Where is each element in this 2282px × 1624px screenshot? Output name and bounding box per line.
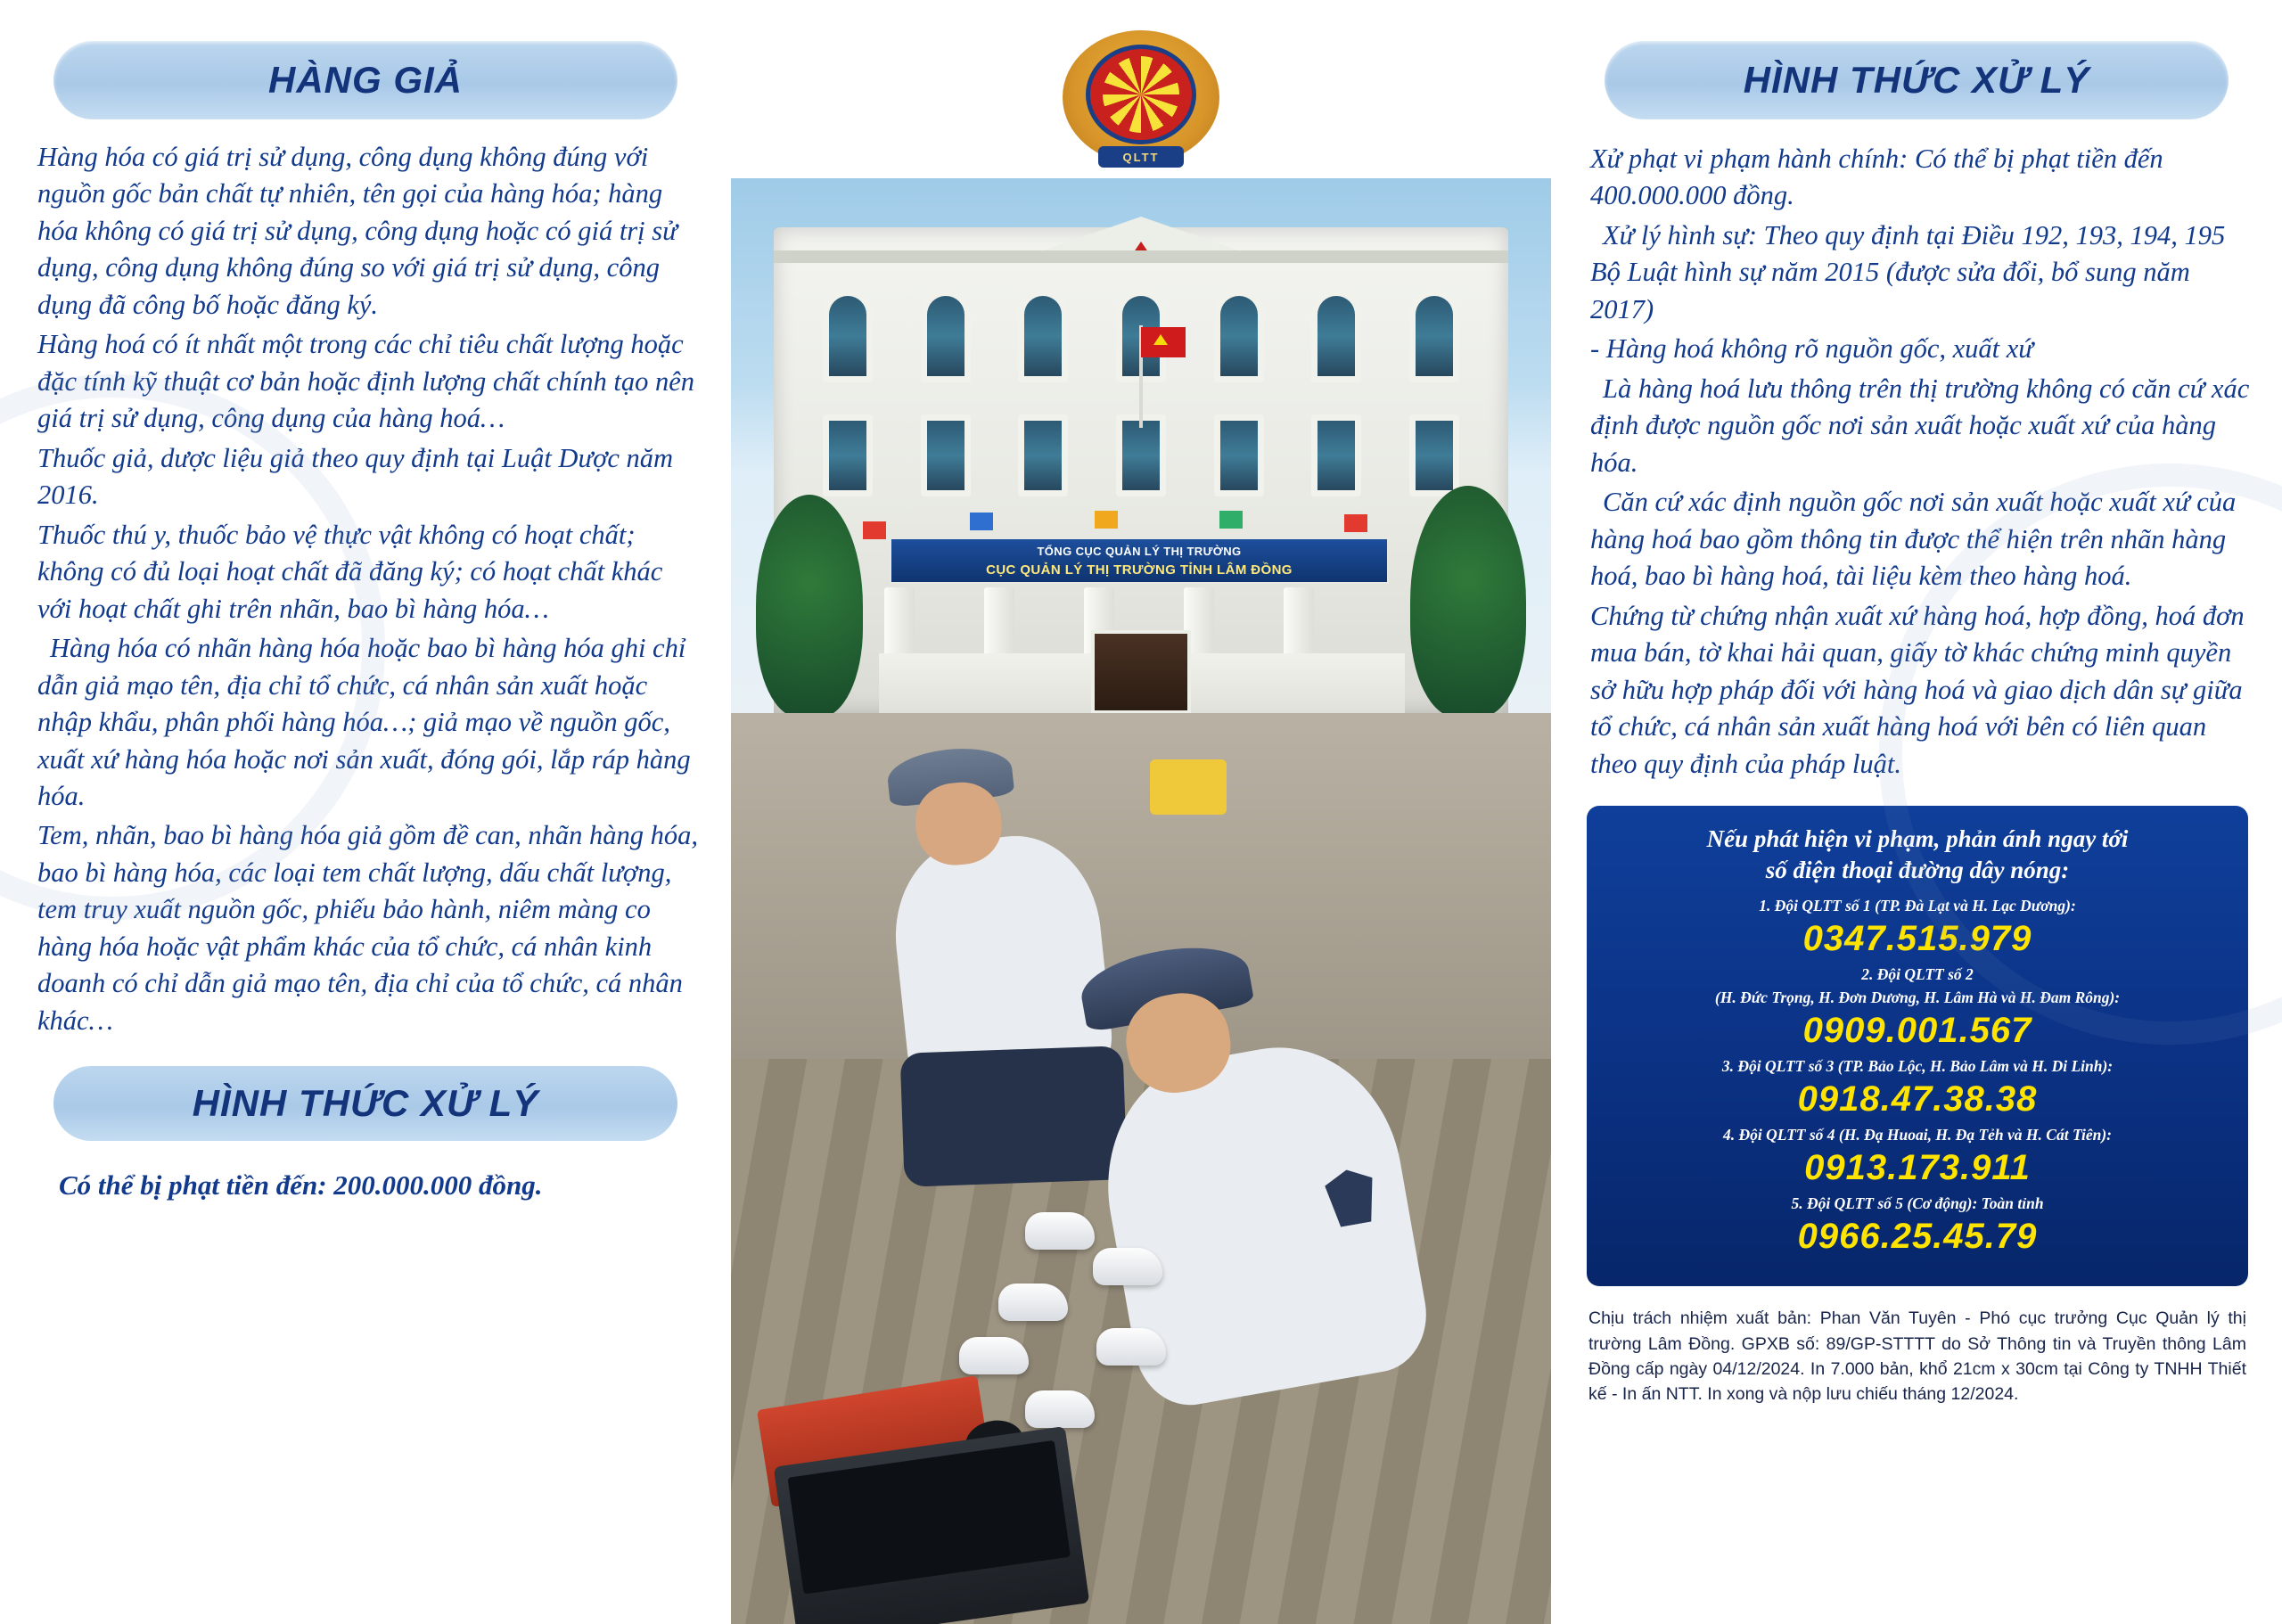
emblem-ribbon-label: QLTT (1098, 146, 1184, 168)
right-section-title: HÌNH THỨC XỬ LÝ (1743, 59, 2090, 101)
left-column (0, 0, 731, 1624)
hotline-label: 2. Đội QLTT số 2 (1861, 965, 1974, 984)
hotline-number[interactable]: 0918.47.38.38 (1797, 1079, 2038, 1120)
photo-building (731, 178, 1551, 713)
seized-shoe (1025, 1390, 1095, 1428)
right-column (1551, 0, 2282, 1624)
seized-shoe (959, 1337, 1029, 1374)
paragraph: Hàng hóa có giá trị sử dụng, công dụng không đúng với nguồn gốc bản chất tự nhiên, tên gọi của hàng hóa; hàng hóa không có giá trị sử dụng, công dụng hoặc có giá trị sử dụng, công dụng không đúng so với giá trị sử dụng, công dụng đã công bố hoặc đăng ký. (37, 142, 677, 320)
left-section-title: HÀNG GIẢ (268, 59, 463, 101)
banner-line-1: TỔNG CỤC QUẢN LÝ THỊ TRƯỜNG (1037, 545, 1242, 558)
hotline-label: 3. Đội QLTT số 3 (TP. Bảo Lộc, H. Bảo Lâm và H. Di Linh): (1721, 1057, 2114, 1076)
yellow-stool (1150, 759, 1227, 815)
left-penalty-title: HÌNH THỨC XỬ LÝ (192, 1082, 539, 1125)
banner-line-2: CỤC QUẢN LÝ THỊ TRƯỜNG TỈNH LÂM ĐỒNG (986, 562, 1293, 578)
hotline-heading-2: số điện thoại đường dây nóng: (1765, 857, 2070, 884)
hotline-label: 4. Đội QLTT số 4 (H. Đạ Huoai, H. Đạ Tẻh và H. Cát Tiên): (1722, 1126, 2113, 1144)
seized-shoe (1025, 1212, 1095, 1250)
building-banner (890, 537, 1389, 584)
paragraph: Xử phạt vi phạm hành chính: Có thể bị phạt tiền đến 400.000.000 đồng. (1590, 144, 2163, 211)
seized-shoe (1093, 1248, 1162, 1285)
emblem-area (731, 0, 1551, 178)
center-photo (731, 178, 1551, 1624)
hotline-box (1587, 806, 2248, 1286)
paragraph: Hàng hóa có nhãn hàng hóa hoặc bao bì hàng hóa ghi chỉ dẫn giả mạo tên, địa chỉ tổ chức, cá nhân sản xuất hoặc nhập khẩu, phân phối hàng hóa…; giả mạo về nguồn gốc, xuất xứ hàng hóa hoặc nơi sản xuất, đóng gói, lắp ráp hàng hóa. (37, 633, 691, 811)
right-section-header (1605, 41, 2229, 119)
left-section-header (53, 41, 677, 119)
seized-shoe (1096, 1328, 1166, 1366)
qltt-emblem-icon (1055, 21, 1228, 173)
hotline-number[interactable]: 0347.515.979 (1802, 919, 2032, 959)
seized-shoe (998, 1284, 1068, 1321)
paragraph: Căn cứ xác định nguồn gốc nơi sản xuất hoặc xuất xứ của hàng hoá bao gồm thông tin được thể hiện trên nhãn hàng hoá, bao bì hàng hoá, tài liệu kèm theo hàng hoá. (1590, 487, 2237, 592)
paragraph: Tem, nhãn, bao bì hàng hóa giả gồm đề can, nhãn hàng hóa, bao bì hàng hóa, các loại tem chất lượng, dấu chất lượng, tem truy xuất nguồn gốc, phiếu bảo hành, niêm màng co hàng hóa hoặc vật phẩm khác của tổ chức, cá nhân kinh doanh có chỉ dẫn giả mạo tên, địa chỉ của tổ chức, cá nhân khác… (37, 820, 699, 1036)
paragraph: Là hàng hoá lưu thông trên thị trường không có căn cứ xác định được nguồn gốc nơi sản xuất hoặc xuất xứ của hàng hóa. (1590, 373, 2250, 478)
photo-inspection (731, 713, 1551, 1624)
hotline-label: 1. Đội QLTT số 1 (TP. Đà Lạt và H. Lạc Dương): (1759, 897, 2076, 915)
paragraph: Xử lý hình sự: Theo quy định tại Điều 192, 193, 194, 195 Bộ Luật hình sự năm 2015 (được sửa đổi, bổ sung năm 2017) (1590, 219, 2226, 324)
left-body-text (37, 139, 699, 1039)
building-facade (774, 227, 1508, 713)
paragraph: Hàng hoá có ít nhất một trong các chỉ tiêu chất lượng hoặc đặc tính kỹ thuật cơ bản hoặc định lượng chất chính tạo nên giá trị sử dụng, công dụng của hàng hoá… (37, 329, 695, 434)
left-penalty-header (53, 1066, 677, 1141)
officer-standing (886, 828, 1116, 1098)
hotline-number[interactable]: 0966.25.45.79 (1797, 1217, 2038, 1257)
hotline-label: 5. Đội QLTT số 5 (Cơ động): Toàn tỉnh (1791, 1194, 2044, 1213)
hotline-heading-1: Nếu phát hiện vi phạm, phản ánh ngay tới (1706, 824, 2129, 852)
paragraph: - Hàng hoá không rõ nguồn gốc, xuất xứ (1590, 333, 2033, 365)
vietnam-flag-icon (1141, 327, 1186, 357)
paragraph: Chứng từ chứng nhận xuất xứ hàng hoá, hợp đồng, hoá đơn mua bán, tờ khai hải quan, giấy tờ khác chứng minh quyền sở hữu hợp pháp đối với hàng hoá và giao dịch dân sự giữa tổ chức, cá nhân sản xuất hàng hoá với bên có liên quan theo quy định của pháp luật. (1590, 600, 2245, 779)
paragraph: Thuốc giả, dược liệu giả theo quy định tại Luật Dược năm 2016. (37, 442, 674, 511)
hotline-number[interactable]: 0909.001.567 (1802, 1010, 2032, 1050)
hotline-sublabel: (H. Đức Trọng, H. Đơn Dương, H. Lâm Hà và H. Đam Rông): (1714, 988, 2121, 1007)
paragraph: Thuốc thú y, thuốc bảo vệ thực vật không có hoạt chất; không có đủ loại hoạt chất đã đăng ký; có hoạt chất khác với hoạt chất ghi trên nhãn, bao bì hàng hóa… (37, 519, 663, 624)
imprint-text: Chịu trách nhiệm xuất bản: Phan Văn Tuyên - Phó cục trưởng Cục Quản lý thị trường Lâm Đồng. GPXB số: 89/GP-STTTT do Sở Thông tin và Truyền thông Lâm Đồng cấp ngày 04/12/2024. In 7.000 bản, khổ 21cm x 30cm tại Công ty TNHH Thiết kế - In ấn NTT. In xong và nộp lưu chiếu tháng 12/2024. (1588, 1308, 2246, 1405)
left-penalty-text: Có thể bị phạt tiền đến: 200.000.000 đồng. (59, 1169, 543, 1202)
shoulder-badge-icon (1323, 1166, 1380, 1228)
hotline-number[interactable]: 0913.173.911 (1804, 1148, 2031, 1188)
center-column (731, 0, 1551, 1624)
right-body-text (1590, 141, 2250, 783)
